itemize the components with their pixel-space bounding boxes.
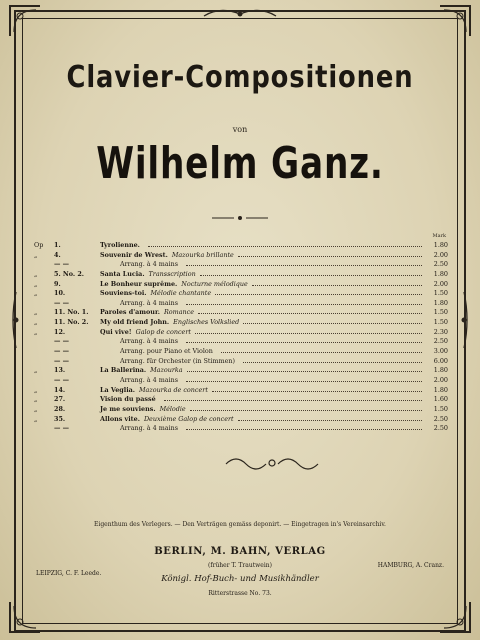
piece-title: Arrang. à 4 mains — [120, 298, 179, 307]
opus-prefix: „ — [34, 279, 38, 288]
opus-number: 13. — [54, 366, 66, 375]
piece-subtitle: Romance — [163, 308, 194, 317]
list-item — [34, 298, 448, 308]
top-ornament-icon — [200, 6, 280, 22]
opus-number: 14. — [54, 385, 66, 394]
side-ornament-icon — [8, 290, 24, 350]
list-item — [34, 307, 448, 317]
price: 2.50 — [433, 414, 448, 423]
piece-subtitle: Mazourka brillante — [171, 250, 234, 259]
list-item — [34, 327, 448, 337]
price: 1.50 — [433, 308, 448, 317]
opus-prefix: „ — [34, 385, 38, 394]
price: 2.00 — [433, 250, 448, 259]
opus-prefix: „ — [34, 250, 38, 259]
piece-title: Souviens-toi. — [100, 289, 147, 298]
opus-number: 10. — [54, 289, 66, 298]
list-item — [34, 375, 448, 385]
leader-dots — [215, 288, 422, 295]
corner-ornament-icon — [438, 4, 472, 38]
publisher-address: Ritterstrasse No. 73. — [208, 590, 272, 597]
list-item — [34, 269, 448, 279]
leader-dots — [186, 259, 422, 266]
leader-dots — [252, 279, 422, 286]
side-ornament-icon — [456, 290, 472, 350]
opus-prefix: Op — [34, 241, 44, 249]
leader-dots — [221, 346, 422, 353]
leader-dots — [243, 356, 422, 363]
piece-subtitle: Galop de concert — [135, 327, 191, 336]
price: 2.50 — [433, 260, 448, 269]
rights-notice: Eigenthum des Verlegers. — Den Verträgen gemäss deponirt. — Eingetragen in's Vereinsarchiv. — [94, 521, 386, 528]
piece-title: Arrang. à 4 mains — [120, 260, 179, 269]
list-item — [34, 288, 448, 298]
piece-title: Allons vite. — [100, 414, 140, 423]
opus-prefix: „ — [34, 327, 38, 336]
list-item — [34, 356, 448, 366]
opus-number: — — — [54, 260, 70, 269]
leader-dots — [238, 414, 422, 421]
opus-number: 12. — [54, 327, 66, 336]
piece-title: Souvenir de Wrest. — [100, 250, 168, 259]
piece-title: Le Bonheur suprême. — [100, 279, 178, 288]
corner-ornament-icon — [438, 600, 472, 634]
opus-number: 1. — [54, 241, 61, 249]
corner-ornament-icon — [8, 600, 42, 634]
leader-dots — [198, 307, 422, 314]
works-list — [34, 240, 448, 433]
price: 2.50 — [433, 424, 448, 433]
list-item — [34, 385, 448, 395]
divider-rule-icon — [210, 214, 270, 222]
price: 1.60 — [433, 395, 448, 404]
piece-subtitle: Mélodie — [159, 404, 186, 413]
publisher-title: Königl. Hof-Buch- und Musikhändler — [161, 574, 319, 584]
piece-title: Tyrolienne. — [100, 241, 140, 249]
opus-number: — — — [54, 298, 70, 307]
piece-title: Arrang. für Orchester (in Stimmen) — [120, 356, 236, 365]
price: 1.80 — [433, 366, 448, 375]
price: 3.00 — [433, 347, 448, 356]
price-column-header: Mark — [432, 233, 446, 239]
price: 1.50 — [433, 289, 448, 298]
opus-number: — — — [54, 356, 70, 365]
list-item — [34, 336, 448, 346]
price: 1.80 — [433, 241, 448, 249]
opus-prefix: „ — [34, 404, 38, 413]
price: 1.50 — [433, 404, 448, 413]
leader-dots — [186, 298, 422, 305]
piece-title: Arrang. pour Piano et Violon — [120, 347, 213, 356]
piece-subtitle: Englisches Volkslied — [173, 318, 240, 327]
opus-number: 35. — [54, 414, 66, 423]
leader-dots — [200, 269, 422, 276]
list-item — [34, 317, 448, 327]
piece-title: My old friend John. — [100, 318, 170, 327]
piece-title: Arrang. à 4 mains — [120, 337, 179, 346]
opus-number: — — — [54, 337, 70, 346]
list-item — [34, 414, 448, 424]
flourish-ornament-icon — [222, 454, 322, 472]
price: 6.00 — [433, 356, 448, 365]
piece-title: Vision du passé — [100, 395, 156, 404]
von-label: von — [232, 125, 248, 134]
piece-subtitle: Mazourka de concert — [139, 385, 208, 394]
piece-subtitle: Nocturne mélodique — [181, 279, 248, 288]
opus-prefix: „ — [34, 289, 38, 298]
piece-title: Santa Lucia. — [100, 269, 145, 278]
list-item — [34, 240, 448, 250]
composer-name: Wilhelm Ganz. — [96, 138, 384, 189]
opus-prefix: „ — [34, 269, 38, 278]
list-item — [34, 346, 448, 356]
price: 2.50 — [433, 337, 448, 346]
opus-number: 9. — [54, 279, 61, 288]
list-item — [34, 259, 448, 269]
list-item — [34, 250, 448, 260]
opus-number: 11. No. 1. — [54, 308, 89, 317]
leader-dots — [148, 240, 422, 247]
piece-subtitle: Mélodie chantante — [150, 289, 212, 298]
leader-dots — [187, 365, 422, 372]
publisher-name: BERLIN, M. BAHN, VERLAG — [154, 546, 326, 557]
opus-number: — — — [54, 424, 70, 433]
leader-dots — [243, 317, 422, 324]
piece-title: Je me souviens. — [100, 404, 156, 413]
opus-number: 28. — [54, 404, 66, 413]
leader-dots — [212, 385, 422, 392]
list-item — [34, 279, 448, 289]
piece-title: Paroles d'amour. — [100, 308, 160, 317]
opus-prefix: „ — [34, 318, 38, 327]
publisher-former: (früher T. Trautwein) — [208, 562, 272, 569]
leader-dots — [164, 394, 422, 401]
list-item — [34, 423, 448, 433]
piece-subtitle: Transscription — [148, 269, 196, 278]
list-item — [34, 394, 448, 404]
leader-dots — [186, 375, 422, 382]
price: 1.50 — [433, 318, 448, 327]
opus-prefix: „ — [34, 366, 38, 375]
piece-title: Arrang. à 4 mains — [120, 424, 179, 433]
leader-dots — [238, 250, 422, 257]
opus-prefix: „ — [34, 308, 38, 317]
price: 1.80 — [433, 269, 448, 278]
price: 1.80 — [433, 385, 448, 394]
list-item — [34, 365, 448, 375]
corner-ornament-icon — [8, 4, 42, 38]
opus-prefix: „ — [34, 395, 38, 404]
opus-number: — — — [54, 375, 70, 384]
opus-number: 5. No. 2. — [54, 269, 85, 278]
piece-subtitle: Deuxième Galop de concert — [143, 414, 234, 423]
list-item — [34, 404, 448, 414]
opus-number: — — — [54, 347, 70, 356]
piece-title: La Ballerina. — [100, 366, 147, 375]
price: 2.00 — [433, 279, 448, 288]
piece-title: Qui vive! — [100, 327, 132, 336]
price: 2.30 — [433, 327, 448, 336]
opus-number: 27. — [54, 395, 66, 404]
page-title: Clavier-Compositionen — [66, 60, 414, 95]
piece-title: La Veglia. — [100, 385, 135, 394]
price: 2.00 — [433, 375, 448, 384]
leader-dots — [195, 327, 422, 334]
leader-dots — [186, 336, 422, 343]
piece-title: Arrang. à 4 mains — [120, 375, 179, 384]
leader-dots — [190, 404, 422, 411]
opus-prefix: „ — [34, 414, 38, 423]
agent-leipzig: LEIPZIG, C. F. Leede. — [36, 570, 102, 577]
opus-number: 11. No. 2. — [54, 318, 89, 327]
piece-subtitle: Mazourka — [150, 366, 183, 375]
opus-number: 4. — [54, 250, 61, 259]
price: 1.80 — [433, 298, 448, 307]
leader-dots — [186, 423, 422, 430]
agent-hamburg: HAMBURG, A. Cranz. — [377, 562, 444, 569]
